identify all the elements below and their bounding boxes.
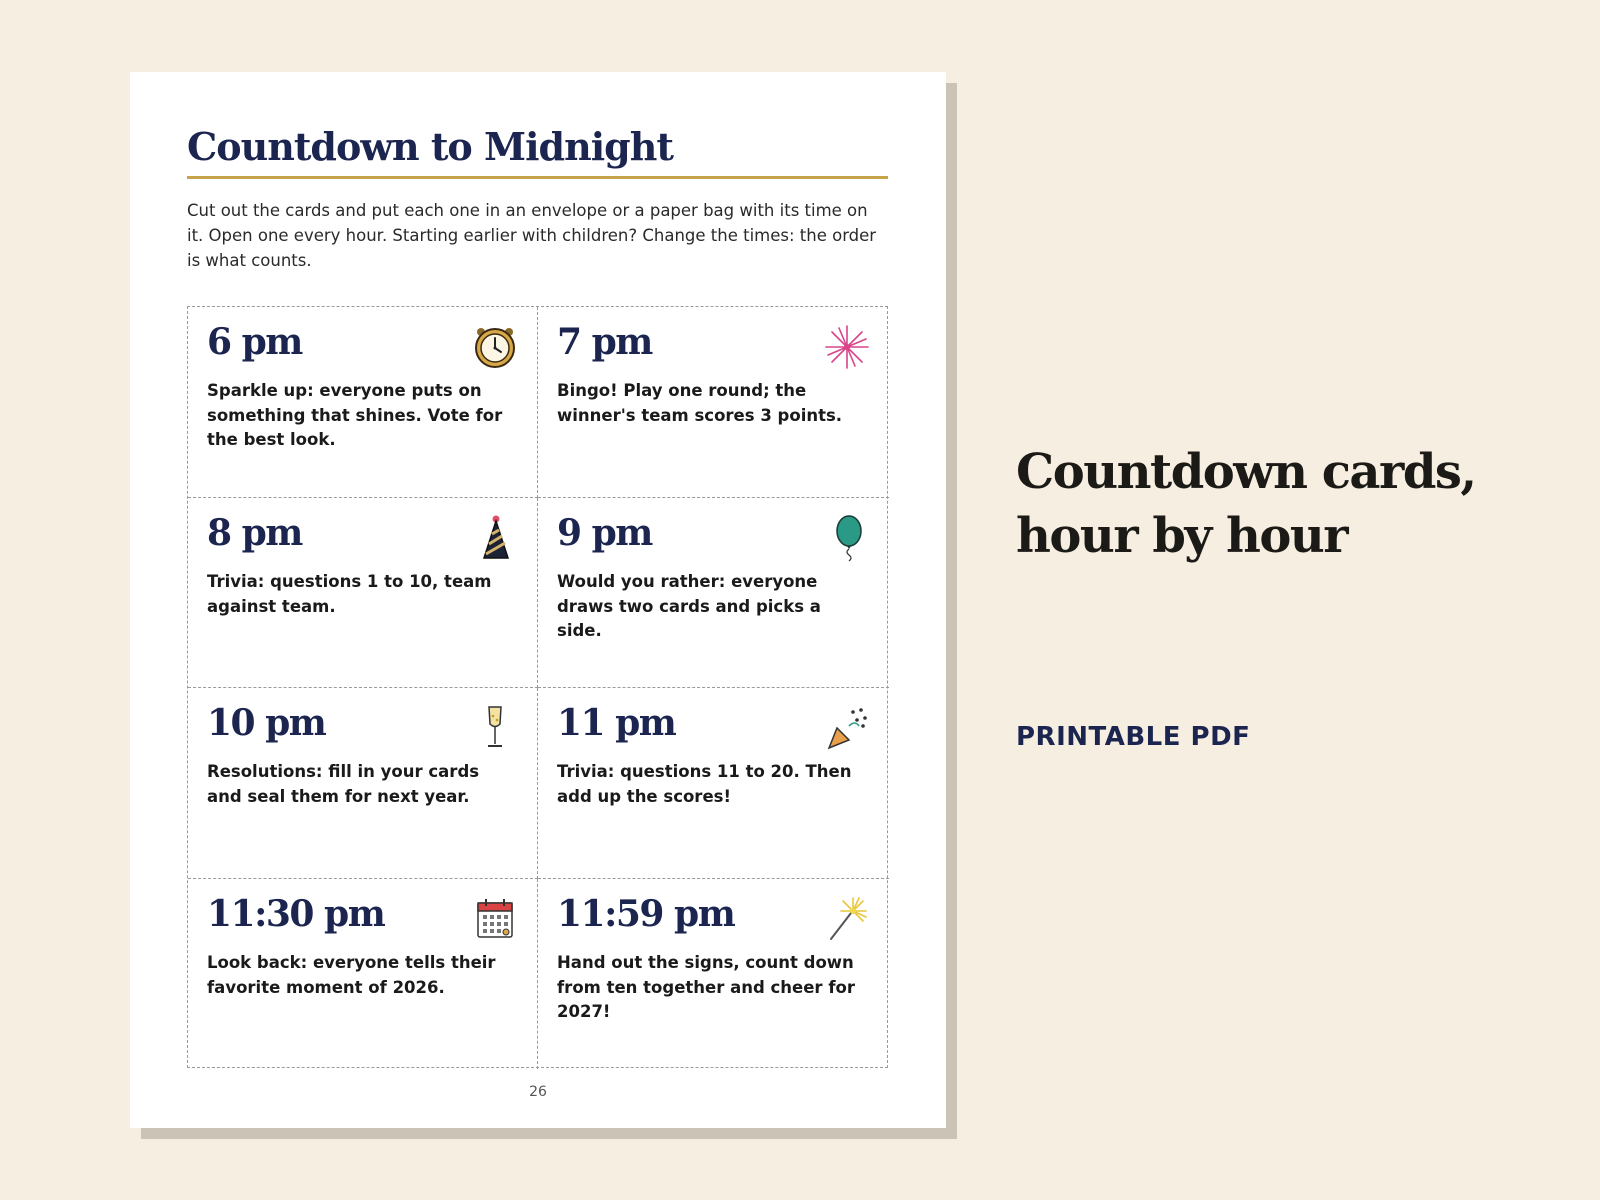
countdown-card	[538, 498, 889, 688]
alarm-clock-icon	[471, 323, 519, 371]
card-text: Resolutions: fill in your cards and seal them for next year.	[207, 762, 480, 806]
title-divider	[187, 176, 888, 179]
card-text: Sparkle up: everyone puts on something that shines. Vote for the best look.	[207, 381, 503, 449]
countdown-card	[188, 688, 538, 879]
card-time: 7 pm	[557, 321, 652, 363]
party-popper-icon	[823, 704, 871, 752]
printable-pdf-label: PRINTABLE PDF	[1016, 722, 1251, 752]
card-time: 6 pm	[207, 321, 302, 363]
card-time: 8 pm	[207, 512, 302, 554]
calendar-icon	[471, 895, 519, 943]
side-heading	[1016, 440, 1576, 568]
countdown-card	[188, 879, 538, 1069]
card-text: Trivia: questions 1 to 10, team against team.	[207, 572, 492, 616]
card-text: Would you rather: everyone draws two cards and picks a side.	[557, 572, 821, 640]
side-heading-line-2: hour by hour	[1016, 508, 1348, 564]
side-heading-line-1: Countdown cards,	[1016, 444, 1476, 500]
countdown-card	[538, 879, 889, 1069]
card-text: Trivia: questions 11 to 20. Then add up the scores!	[557, 762, 852, 806]
countdown-card	[538, 688, 889, 879]
sparkler-icon	[823, 895, 871, 943]
countdown-card-grid	[187, 306, 888, 1068]
countdown-card	[188, 307, 538, 498]
card-time: 10 pm	[207, 702, 326, 744]
card-text: Look back: everyone tells their favorite moment of 2026.	[207, 953, 496, 997]
page-number: 26	[529, 1084, 547, 1100]
card-text: Hand out the signs, count down from ten together and cheer for 2027!	[557, 953, 855, 1021]
card-time: 11:59 pm	[557, 893, 735, 935]
countdown-card	[188, 498, 538, 688]
card-time: 9 pm	[557, 512, 652, 554]
page-title: Countdown to Midnight	[187, 124, 673, 169]
party-hat-icon	[471, 514, 519, 562]
card-text: Bingo! Play one round; the winner's team scores 3 points.	[557, 381, 843, 425]
card-time: 11:30 pm	[207, 893, 385, 935]
countdown-card	[538, 307, 889, 498]
card-time: 11 pm	[557, 702, 676, 744]
intro-paragraph: Cut out the cards and put each one in an envelope or a paper bag with its time on it. Open one every hour. Starting earlier with children? Change the times: the order is what counts.	[187, 201, 877, 270]
champagne-glass-icon	[471, 704, 519, 752]
balloon-icon	[823, 514, 871, 562]
firework-icon	[823, 323, 871, 371]
document-page	[130, 72, 946, 1128]
